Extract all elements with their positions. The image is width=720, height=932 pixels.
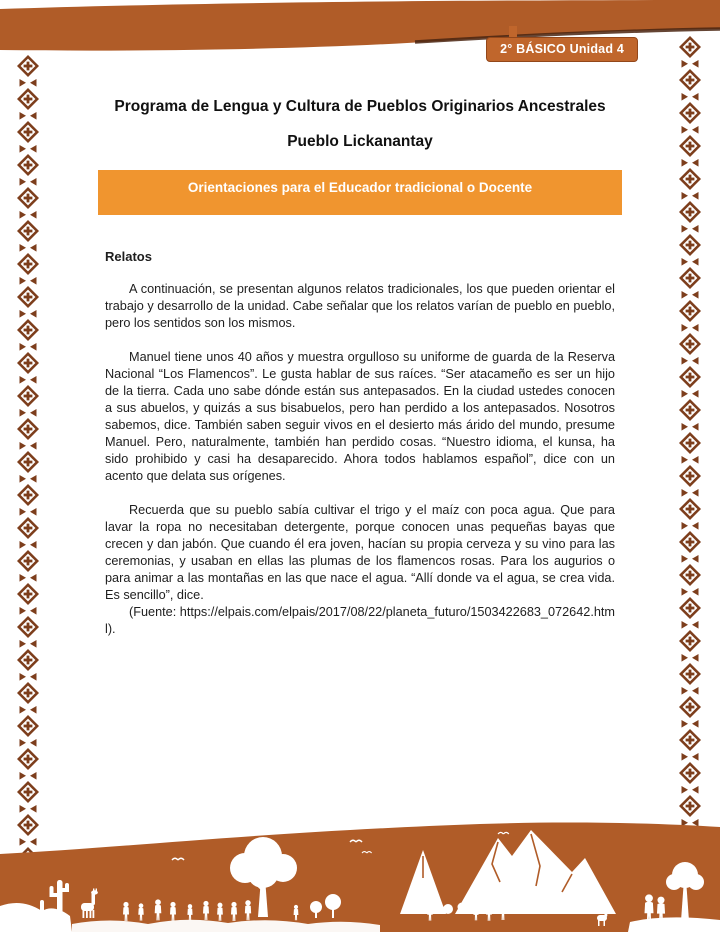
- source-line: (Fuente: https://elpais.com/elpais/2017/08/22/planeta_futuro/1503422683_072642.html).: [105, 605, 616, 636]
- document-subtitle: Pueblo Lickanantay: [287, 133, 433, 150]
- paragraph: Manuel tiene unos 40 años y muestra orgulloso su uniforme de guarda de la Reserva Nacional “Los Flamencos”. Le gusta hablar de sus raíces. “Ser atacameño es ser un hijo de la tierra. Cada uno sabe dónde están sus antepasados. En la ciudad ustedes conocen a sus abuelos, y quizás a sus bisabuelos, pero han perdido a los antepasados. Nosotros sabemos, dice. También saben seguir vivos en el desierto más árido del mundo, presume Manuel. Pero, naturalmente, también han perdido cosas. “Nuestro idioma, el kunsa, ha sido prohibido y casi ha desaparecido. Ahora todos hablamos español”, dice con un acento que delata sus orígenes.: [105, 350, 615, 483]
- document-title: Programa de Lengua y Cultura de Pueblos Originarios Ancestrales: [114, 98, 606, 115]
- content-column: [98, 90, 622, 638]
- section-banner: Orientaciones para el Educador tradicional o Docente: [98, 170, 622, 215]
- unit-badge: 2° BÁSICO Unidad 4: [486, 37, 638, 62]
- right-textile-border: [679, 36, 701, 826]
- footer-ground: [0, 823, 720, 932]
- left-textile-border: [17, 55, 39, 861]
- paragraph: Recuerda que su pueblo sabía cultivar el trigo y el maíz con poca agua. Que para lavar la ropa no necesitaban detergente, porque conocen unas pequeñas bayas que crecen y dan jabón. Que cuando él era joven, hacían su propia cerveza y su vino para las ceremonias, y usaban en ellas las plumas de los flamencos rosas. Para los augurios o para animar a las montañas en las que nace el agua. “Allí donde va el agua, se crea vida. Es sencillo”, dice.: [105, 503, 615, 602]
- footer-illustration: [0, 820, 720, 932]
- section-heading-relatos: Relatos: [105, 249, 152, 264]
- paragraph: A continuación, se presentan algunos relatos tradicionales, los que pueden orientar el trabajo y desarrollo de la unidad. Cabe señalar que los relatos varían de pueblo en pueblo, pero los sentidos son los mismos.: [105, 282, 615, 330]
